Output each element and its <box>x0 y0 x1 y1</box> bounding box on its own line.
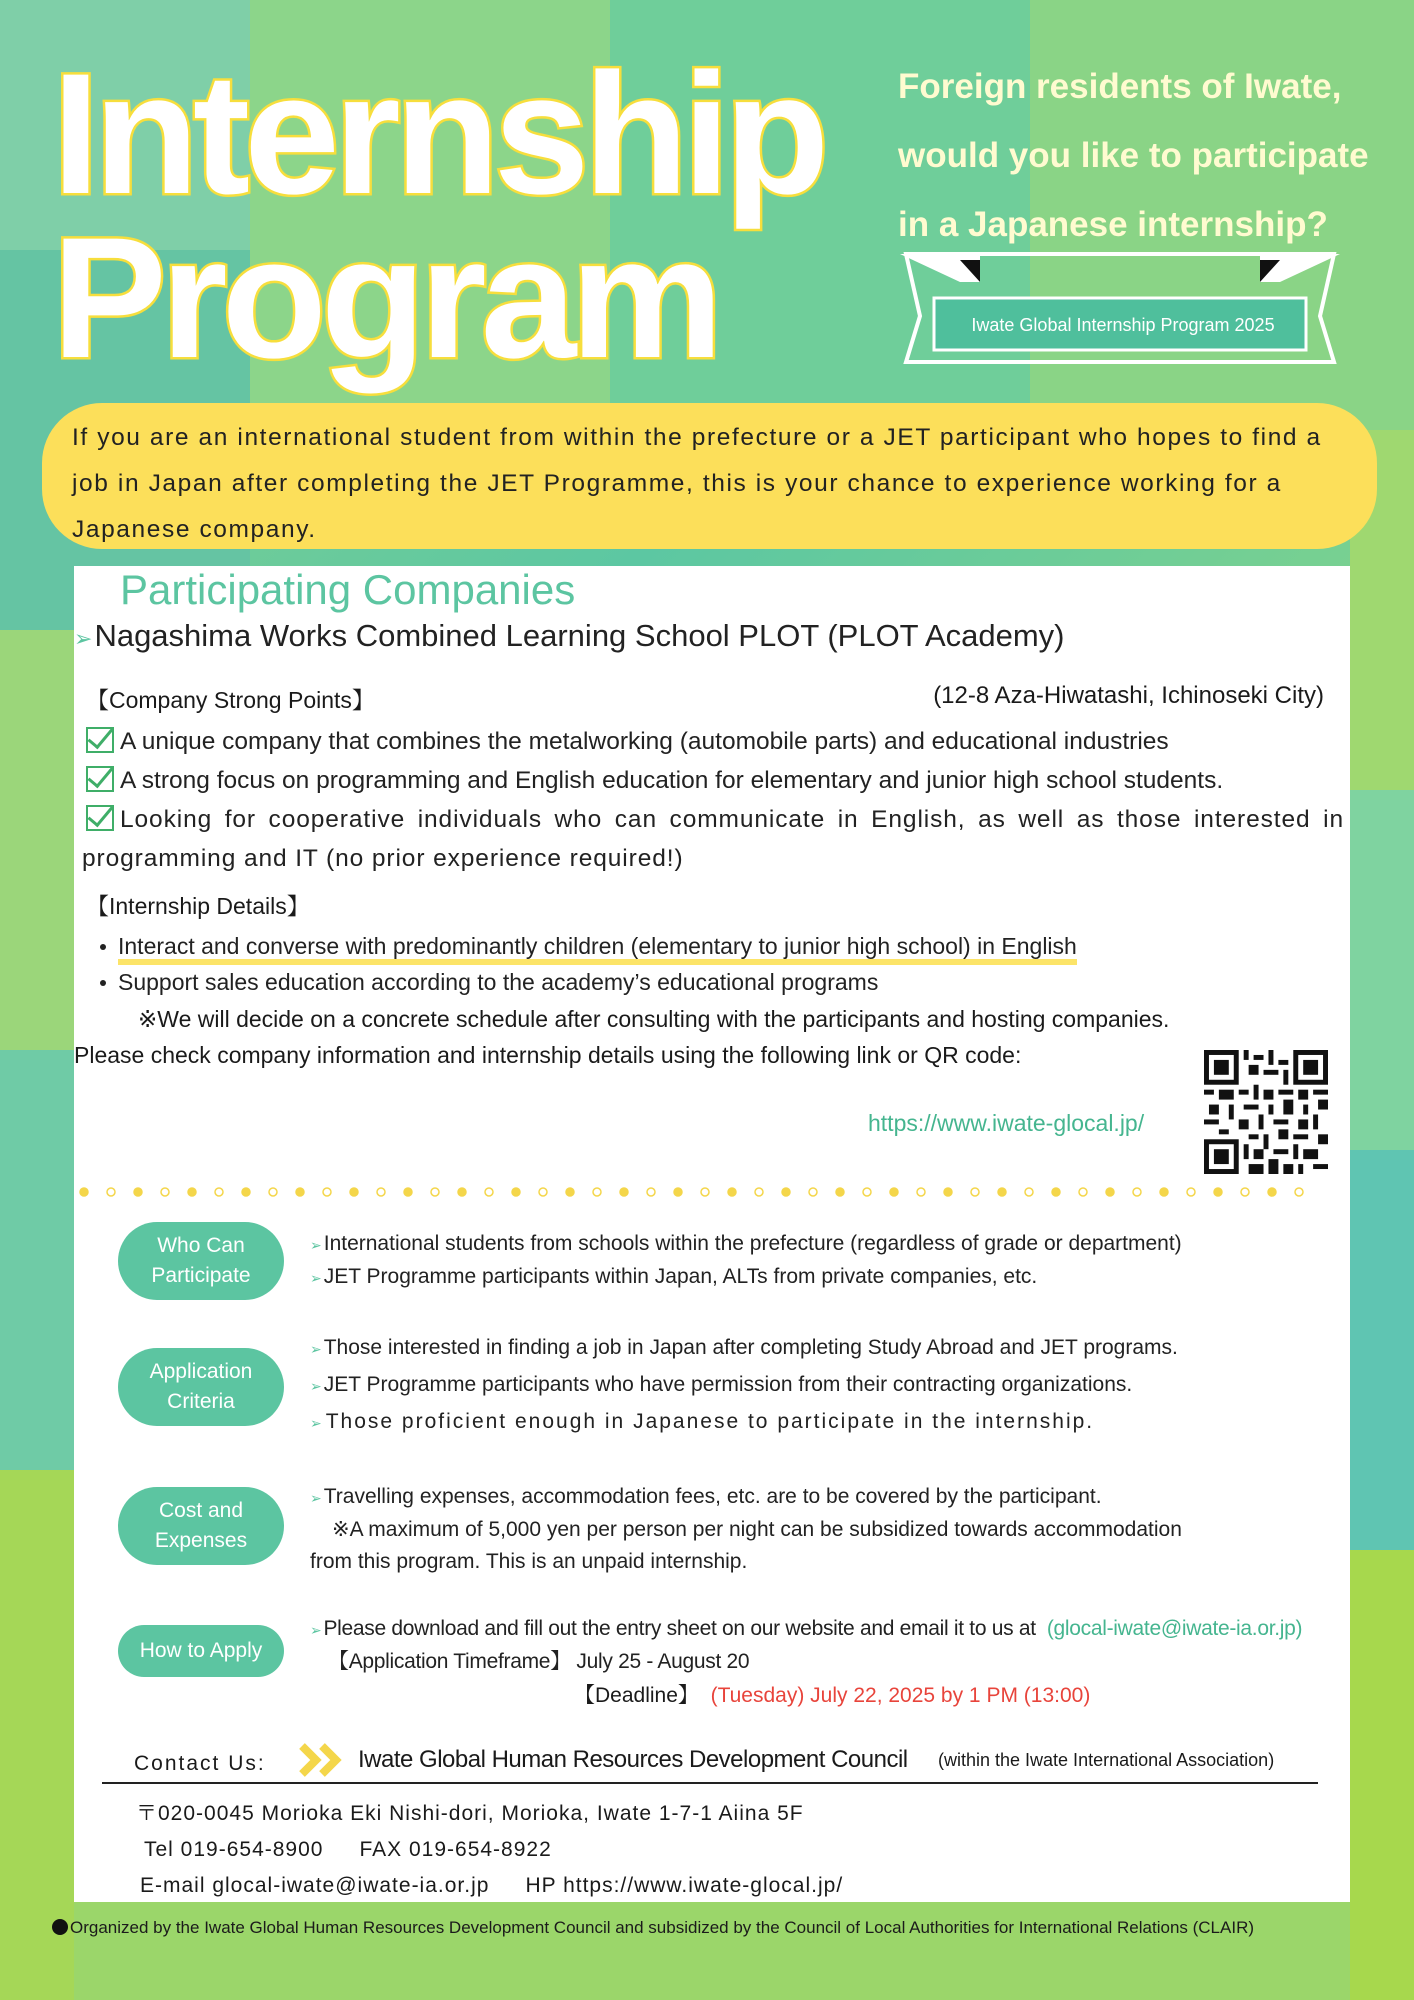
arrow-icon: ➢ <box>74 626 93 651</box>
qr-code-icon[interactable] <box>1204 1050 1328 1174</box>
divider-dot <box>674 1188 682 1196</box>
divider-dot <box>242 1188 250 1196</box>
divider-dot <box>296 1188 304 1196</box>
company-name <box>74 618 1065 654</box>
divider-dot <box>647 1188 655 1196</box>
cost-note-2: from this program. This is an unpaid internship. <box>310 1550 748 1573</box>
divider-dot <box>1160 1188 1168 1196</box>
divider-dot <box>917 1188 925 1196</box>
arrow-icon: ➢ <box>310 1237 322 1253</box>
divider-dot <box>107 1188 115 1196</box>
list-item: ➢JET Programme participants within Japan, ALTs from private companies, etc. <box>310 1265 1038 1288</box>
main-card <box>74 566 1350 1902</box>
divider-dot <box>431 1188 439 1196</box>
divider-dot <box>1133 1188 1141 1196</box>
arrow-icon: ➢ <box>310 1270 322 1286</box>
contact-tel: Tel 019-654-8900 <box>144 1838 324 1861</box>
divider-dot <box>890 1188 898 1196</box>
contact-details <box>136 1796 843 1904</box>
divider-dot <box>539 1188 547 1196</box>
divider-dot <box>1025 1188 1033 1196</box>
divider-dot <box>971 1188 979 1196</box>
intro-text: If you are an international student from within the prefecture or a JET participant who hopes to find a job in Japan after completing the JET Programme, this is your chance to experience working for a Japanese company. <box>42 403 1377 549</box>
bg-tile <box>1350 1550 1414 2000</box>
divider <box>102 1782 1318 1784</box>
strong-point: A strong focus on programming and English education for elementary and junior high school students. <box>82 761 1344 800</box>
divider-dot <box>134 1188 142 1196</box>
divider-dot <box>215 1188 223 1196</box>
strong-points-label: 【Company Strong Points】 <box>86 687 375 713</box>
bg-tile <box>0 1050 74 1470</box>
divider-dot <box>1052 1188 1060 1196</box>
details-list <box>104 928 1344 1000</box>
arrow-icon: ➢ <box>310 1415 324 1431</box>
divider-dot <box>566 1188 574 1196</box>
double-chevron-icon <box>296 1742 348 1778</box>
list-item: ➢JET Programme participants who have permission from their contracting organizations. <box>310 1373 1133 1396</box>
divider-dot <box>701 1188 709 1196</box>
arrow-icon: ➢ <box>310 1341 322 1357</box>
divider-dot <box>350 1188 358 1196</box>
checkbox-icon <box>86 727 114 753</box>
divider-dot <box>593 1188 601 1196</box>
divider-dot <box>458 1188 466 1196</box>
ribbon-banner <box>900 250 1340 370</box>
strong-point: A unique company that combines the metalworking (automobile parts) and educational industries <box>82 722 1344 761</box>
bg-tile <box>1350 1150 1414 1550</box>
contact-web-row <box>136 1868 843 1904</box>
list-item: ➢Please download and fill out the entry sheet on our website and email it to us at (glocal-iwate@iwate-ia.or.jp) <box>310 1617 1303 1640</box>
who-list <box>310 1228 1340 1294</box>
contact-address: 〒020-0045 Morioka Eki Nishi-dori, Morioka, Iwate 1-7-1 Aiina 5F <box>136 1802 804 1825</box>
criteria-label: Application Criteria <box>118 1348 284 1426</box>
divider-dot <box>269 1188 277 1196</box>
tagline: Foreign residents of Iwate, would you like to participate in a Japanese internship? <box>898 67 1369 244</box>
title-internship: Internship <box>52 38 824 230</box>
divider-dot <box>1268 1188 1276 1196</box>
divider-dot <box>863 1188 871 1196</box>
arrow-icon: ➢ <box>310 1378 322 1394</box>
divider-dot <box>1214 1188 1222 1196</box>
email-link[interactable]: (glocal-iwate@iwate-ia.or.jp) <box>1046 1617 1303 1640</box>
contact-hp[interactable]: HP https://www.iwate-glocal.jp/ <box>525 1874 844 1897</box>
ribbon-shape <box>900 250 1340 370</box>
arrow-icon: ➢ <box>310 1622 322 1638</box>
divider-dot <box>728 1188 736 1196</box>
contact-email[interactable]: E-mail glocal-iwate@iwate-ia.or.jp <box>140 1874 490 1897</box>
divider-dot <box>485 1188 493 1196</box>
contact-label: Contact Us: <box>134 1752 266 1775</box>
divider-dot <box>944 1188 952 1196</box>
deadline-label: 【Deadline】 <box>574 1684 699 1707</box>
divider-dot <box>80 1188 88 1196</box>
cost-text <box>310 1481 1340 1578</box>
list-item: ➢Travelling expenses, accommodation fees, etc. are to be covered by the participant. <box>310 1485 1102 1508</box>
list-item: ➢International students from schools within the prefecture (regardless of grade or department) <box>310 1232 1182 1255</box>
divider-dot <box>404 1188 412 1196</box>
divider-dot <box>1295 1188 1303 1196</box>
schedule-note: ※We will decide on a concrete schedule after consulting with the participants and hosting companies. <box>138 1006 1170 1032</box>
deadline <box>574 1679 1090 1709</box>
divider-dot <box>1241 1188 1249 1196</box>
divider-dot <box>836 1188 844 1196</box>
contact-phone-row <box>136 1832 843 1868</box>
check-info-text: Please check company information and internship details using the following link or QR code: <box>74 1042 1022 1068</box>
strong-points-list <box>82 722 1344 878</box>
cost-note-1: ※A maximum of 5,000 yen per person per night can be subsidized towards accommodation <box>332 1518 1182 1541</box>
divider-dot <box>161 1188 169 1196</box>
divider-dot <box>188 1188 196 1196</box>
detail-item: Interact and converse with predominantly children (elementary to junior high school) in English <box>104 928 1344 964</box>
timeframe: 【Application Timeframe】 July 25 - August 20 <box>328 1650 750 1673</box>
dotted-divider <box>78 1185 1314 1199</box>
details-label: 【Internship Details】 <box>86 893 310 919</box>
divider-dot <box>512 1188 520 1196</box>
divider-dot <box>1106 1188 1114 1196</box>
arrow-icon: ➢ <box>310 1490 322 1506</box>
title-program: Program <box>52 202 718 394</box>
divider-dot <box>755 1188 763 1196</box>
list-item: ➢Those proficient enough in Japanese to participate in the internship. <box>310 1410 1095 1433</box>
deadline-date: (Tuesday) July 22, 2025 by 1 PM (13:00) <box>710 1684 1091 1707</box>
divider-dot <box>998 1188 1006 1196</box>
bg-tile <box>0 630 74 1050</box>
section-heading: Participating Companies <box>120 566 576 613</box>
ribbon-label: Iwate Global Internship Program 2025 <box>971 315 1275 335</box>
bullet-icon <box>52 1919 68 1935</box>
contact-org: Iwate Global Human Resources Development Council <box>358 1746 908 1773</box>
apply-text <box>310 1613 1340 1678</box>
checkbox-icon <box>86 766 114 792</box>
company-address: (12-8 Aza-Hiwatashi, Ichinoseki City) <box>933 682 1324 709</box>
divider-dot <box>809 1188 817 1196</box>
contact-fax: FAX 019-654-8922 <box>359 1838 552 1861</box>
divider-dot <box>323 1188 331 1196</box>
divider-dot <box>620 1188 628 1196</box>
checkbox-icon <box>86 805 114 831</box>
list-item: ➢Those interested in finding a job in Japan after completing Study Abroad and JET programs. <box>310 1336 1178 1359</box>
bg-tile <box>1350 790 1414 1150</box>
cost-label: Cost and Expenses <box>118 1487 284 1565</box>
divider-dot <box>782 1188 790 1196</box>
who-label: Who Can Participate <box>118 1222 284 1300</box>
website-link[interactable]: https://www.iwate-glocal.jp/ <box>868 1110 1145 1136</box>
apply-label: How to Apply <box>118 1625 284 1677</box>
company-name-text: Nagashima Works Combined Learning School PLOT (PLOT Academy) <box>94 618 1065 653</box>
strong-point: Looking for cooperative individuals who can communicate in English, as well as those interested in programming and IT (no prior experience required!) <box>82 806 1344 872</box>
detail-item: Support sales education according to the academy’s educational programs <box>104 964 1344 1000</box>
divider-dot <box>377 1188 385 1196</box>
divider-dot <box>1187 1188 1195 1196</box>
contact-org-sub: (within the Iwate International Association) <box>938 1750 1275 1770</box>
criteria-list <box>310 1330 1340 1441</box>
footer-note: Organized by the Iwate Global Human Resources Development Council and subsidized by the Council of Local Authorities for International Relations (CLAIR) <box>52 1918 1254 1938</box>
divider-dot <box>1079 1188 1087 1196</box>
